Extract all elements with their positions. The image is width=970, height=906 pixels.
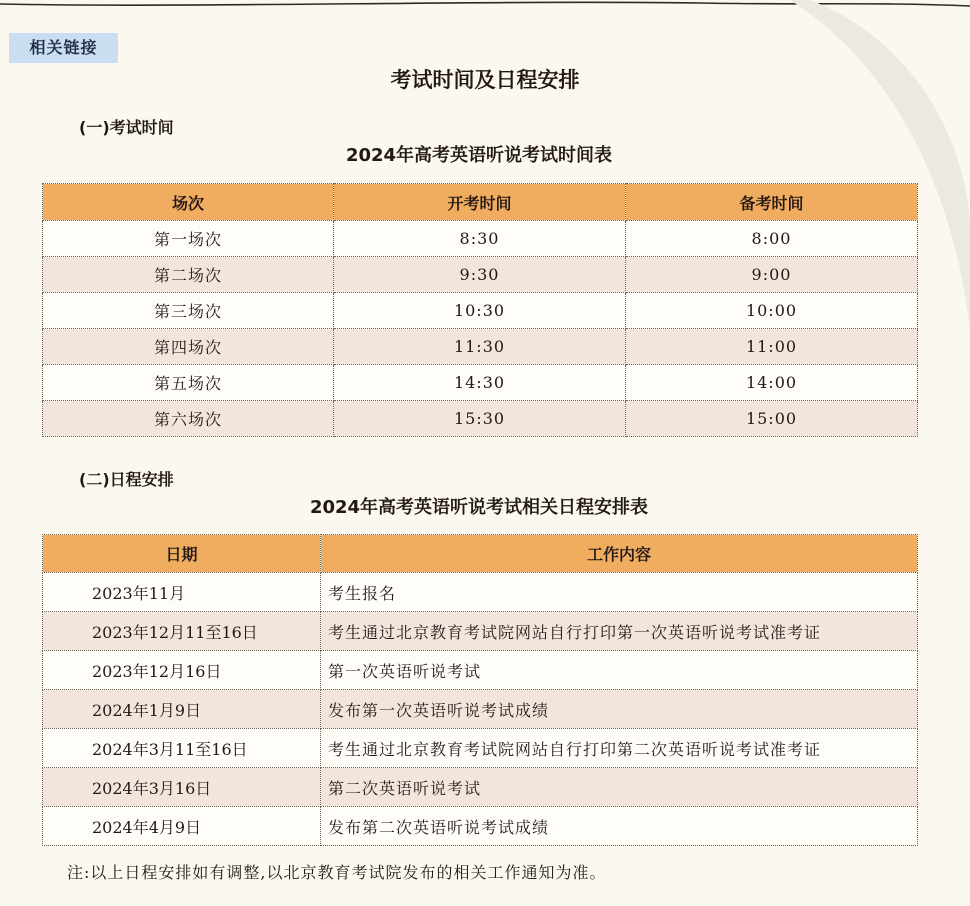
start-time-cell: 14:30 (334, 365, 626, 401)
header-start-time: 开考时间 (334, 184, 626, 221)
table-row (43, 257, 918, 293)
page-title: 考试时间及日程安排 (390, 68, 580, 92)
session-cell: 第一场次 (43, 221, 334, 257)
table-header-row (43, 184, 918, 221)
work-content-cell: 第一次英语听说考试 (321, 651, 918, 690)
schedule-table-title: 2024年高考英语听说考试相关日程安排表 (309, 497, 649, 518)
table-row (43, 365, 918, 401)
work-content-cell: 考生报名 (321, 573, 918, 612)
table-row (43, 293, 918, 329)
header-prep-time: 备考时间 (626, 184, 918, 221)
session-cell: 第五场次 (43, 365, 334, 401)
table-row (43, 729, 918, 768)
date-cell: 2024年3月11至16日 (43, 729, 321, 768)
prep-time-cell: 15:00 (626, 401, 918, 437)
section-heading-exam-time: (一)考试时间 (79, 118, 174, 137)
prep-time-cell: 8:00 (626, 221, 918, 257)
date-cell: 2024年1月9日 (43, 690, 321, 729)
related-links-badge: 相关链接 (9, 33, 118, 63)
prep-time-cell: 10:00 (626, 293, 918, 329)
section-heading-schedule: (二)日程安排 (79, 470, 174, 489)
table-row (43, 807, 918, 846)
start-time-cell: 10:30 (334, 293, 626, 329)
header-work-content: 工作内容 (321, 535, 918, 573)
header-date: 日期 (43, 535, 321, 573)
table-row (43, 401, 918, 437)
date-cell: 2023年12月11至16日 (43, 612, 321, 651)
start-time-cell: 15:30 (334, 401, 626, 437)
date-cell: 2023年12月16日 (43, 651, 321, 690)
date-cell: 2023年11月 (43, 573, 321, 612)
session-cell: 第四场次 (43, 329, 334, 365)
work-content-cell: 考生通过北京教育考试院网站自行打印第一次英语听说考试准考证 (321, 612, 918, 651)
table-row (43, 612, 918, 651)
header-session: 场次 (43, 184, 334, 221)
date-cell: 2024年3月16日 (43, 768, 321, 807)
work-content-cell: 第二次英语听说考试 (321, 768, 918, 807)
exam-time-table-title: 2024年高考英语听说考试时间表 (345, 145, 613, 166)
schedule-table (42, 534, 918, 846)
session-cell: 第三场次 (43, 293, 334, 329)
start-time-cell: 8:30 (334, 221, 626, 257)
table-row (43, 573, 918, 612)
work-content-cell: 考生通过北京教育考试院网站自行打印第二次英语听说考试准考证 (321, 729, 918, 768)
table-row (43, 221, 918, 257)
date-cell: 2024年4月9日 (43, 807, 321, 846)
work-content-cell: 发布第二次英语听说考试成绩 (321, 807, 918, 846)
table-row (43, 329, 918, 365)
prep-time-cell: 9:00 (626, 257, 918, 293)
table-row (43, 690, 918, 729)
table-row (43, 768, 918, 807)
prep-time-cell: 14:00 (626, 365, 918, 401)
work-content-cell: 发布第一次英语听说考试成绩 (321, 690, 918, 729)
footnote: 注:以上日程安排如有调整,以北京教育考试院发布的相关工作通知为准。 (67, 863, 607, 882)
start-time-cell: 9:30 (334, 257, 626, 293)
table-header-row (43, 535, 918, 573)
session-cell: 第六场次 (43, 401, 334, 437)
session-cell: 第二场次 (43, 257, 334, 293)
exam-time-table (42, 183, 918, 437)
prep-time-cell: 11:00 (626, 329, 918, 365)
table-row (43, 651, 918, 690)
start-time-cell: 11:30 (334, 329, 626, 365)
